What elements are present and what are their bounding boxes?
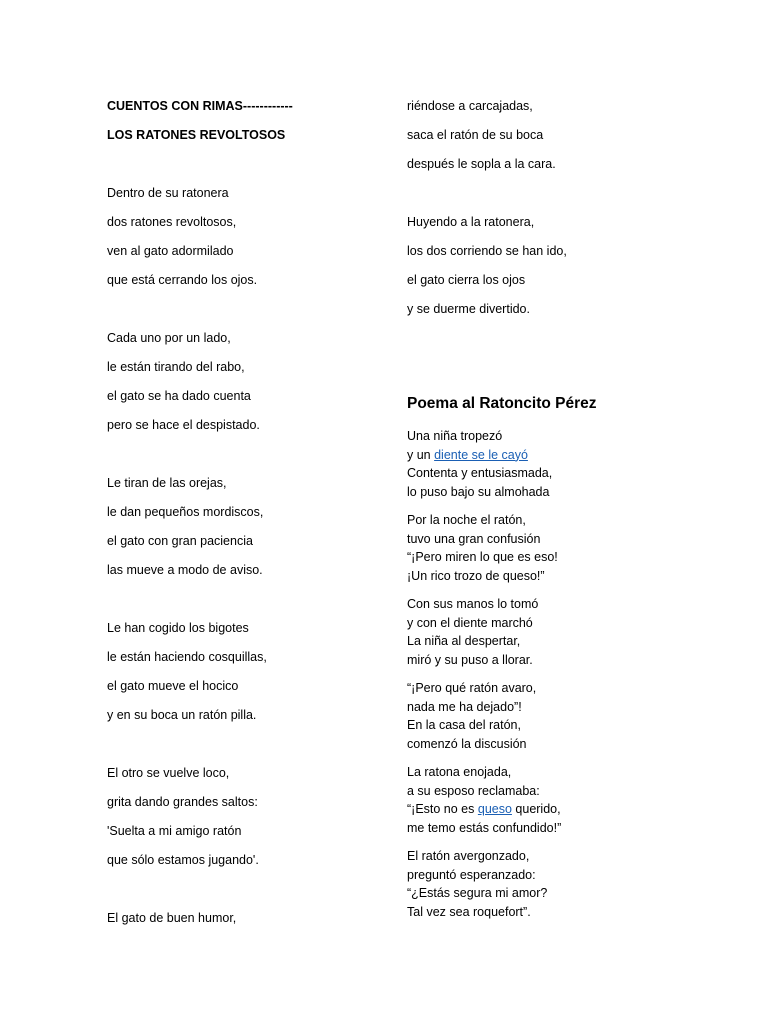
header-title: CUENTOS CON RIMAS------------ [107,99,293,113]
verse-line: El otro se vuelve loco, [107,766,230,780]
verse-line: grita dando grandes saltos: [107,795,258,809]
poem-line: preguntó esperanzado: [407,867,536,882]
verse-line: después le sopla a la cara. [407,157,556,171]
stanza [107,614,377,730]
poem-stanza [407,763,747,837]
verse-line: pero se hace el despistado. [107,418,260,432]
verse-line: que sólo estamos jugando'. [107,853,259,867]
verse-line: saca el ratón de su boca [407,128,544,142]
poem-line: a su esposo reclamaba: [407,783,540,798]
poem-stanza [407,595,747,669]
verse-line: le están haciendo cosquillas, [107,650,267,664]
poem-line: Con sus manos lo tomó [407,597,539,611]
verse-line: le están tirando del rabo, [107,360,245,374]
poem-line: “¡Pero qué ratón avaro, [407,681,537,695]
stanza [107,904,377,933]
poem-line: Por la noche el ratón, [407,513,526,527]
poem-stanza [407,679,747,753]
poem-line: me temo estás confundido!” [407,820,562,835]
poem-line: Contenta y entusiasmada, [407,466,553,480]
verse-line: le dan pequeños mordiscos, [107,505,264,519]
poem-line: y con el diente marchó [407,615,533,630]
verse-line: que está cerrando los ojos. [107,273,258,287]
poem-line: “¿Estás segura mi amor? [407,886,548,900]
stanza [107,179,377,295]
poem-line: comenzó la discusión [407,736,527,751]
stanza [107,324,377,440]
verse-line: y se duerme divertido. [407,302,530,316]
verse-line: riéndose a carcajadas, [407,99,533,113]
verse-line: los dos corriendo se han ido, [407,244,567,258]
poem-line: lo puso bajo su almohada [407,484,550,499]
verse-line: Huyendo a la ratonera, [407,215,535,229]
poem-line: nada me ha dejado”! [407,699,522,714]
poem-line [407,800,747,819]
verse-line: Dentro de su ratonera [107,186,229,200]
diente-link[interactable]: diente se le cayó [434,447,528,462]
verse-line: Le tiran de las orejas, [107,476,227,490]
stanza [407,208,747,324]
poem-line: Una niña tropezó [407,429,503,443]
poem-line: La niña al despertar, [407,634,521,648]
verse-line: dos ratones revoltosos, [107,215,237,229]
poem-line: Tal vez sea roquefort”. [407,904,531,919]
stanza [407,92,747,179]
verse-line: El gato de buen humor, [107,911,237,925]
verse-line: las mueve a modo de aviso. [107,563,263,577]
verse-line: ven al gato adormilado [107,244,234,258]
poem-line: ¡Un rico trozo de queso!” [407,568,545,583]
verse-line: y en su boca un ratón pilla. [107,708,257,722]
verse-line: el gato mueve el hocico [107,679,239,693]
verse-line: Le han cogido los bigotes [107,621,249,635]
poem-line: “¡Pero miren lo que es eso! [407,550,558,564]
poem-title: Poema al Ratoncito Pérez [407,395,597,412]
poem-line: El ratón avergonzado, [407,849,530,863]
verse-line: el gato con gran paciencia [107,534,253,548]
poem-line: La ratona enojada, [407,765,512,779]
stanza [107,469,377,585]
story-title: LOS RATONES REVOLTOSOS [107,128,286,142]
poem-line: tuvo una gran confusión [407,531,541,546]
queso-link[interactable]: queso [477,802,512,816]
stanza [107,759,377,875]
verse-line: 'Suelta a mi amigo ratón [107,824,242,838]
poem-stanza [407,511,747,585]
poem-stanza [407,847,747,921]
poem-line-text: “¡Esto no es [407,802,478,816]
poem-line-text: y un [407,447,435,462]
poem-stanza [407,427,747,501]
poem-line: En la casa del ratón, [407,718,521,732]
poem-line: miró y su puso a llorar. [407,652,533,667]
verse-line: el gato cierra los ojos [407,273,526,287]
poem-line [407,446,747,465]
left-column [107,92,377,933]
verse-line: Cada uno por un lado, [107,331,231,345]
right-column [407,92,747,931]
verse-line: el gato se ha dado cuenta [107,389,251,403]
poem-line-text: querido, [511,802,561,816]
